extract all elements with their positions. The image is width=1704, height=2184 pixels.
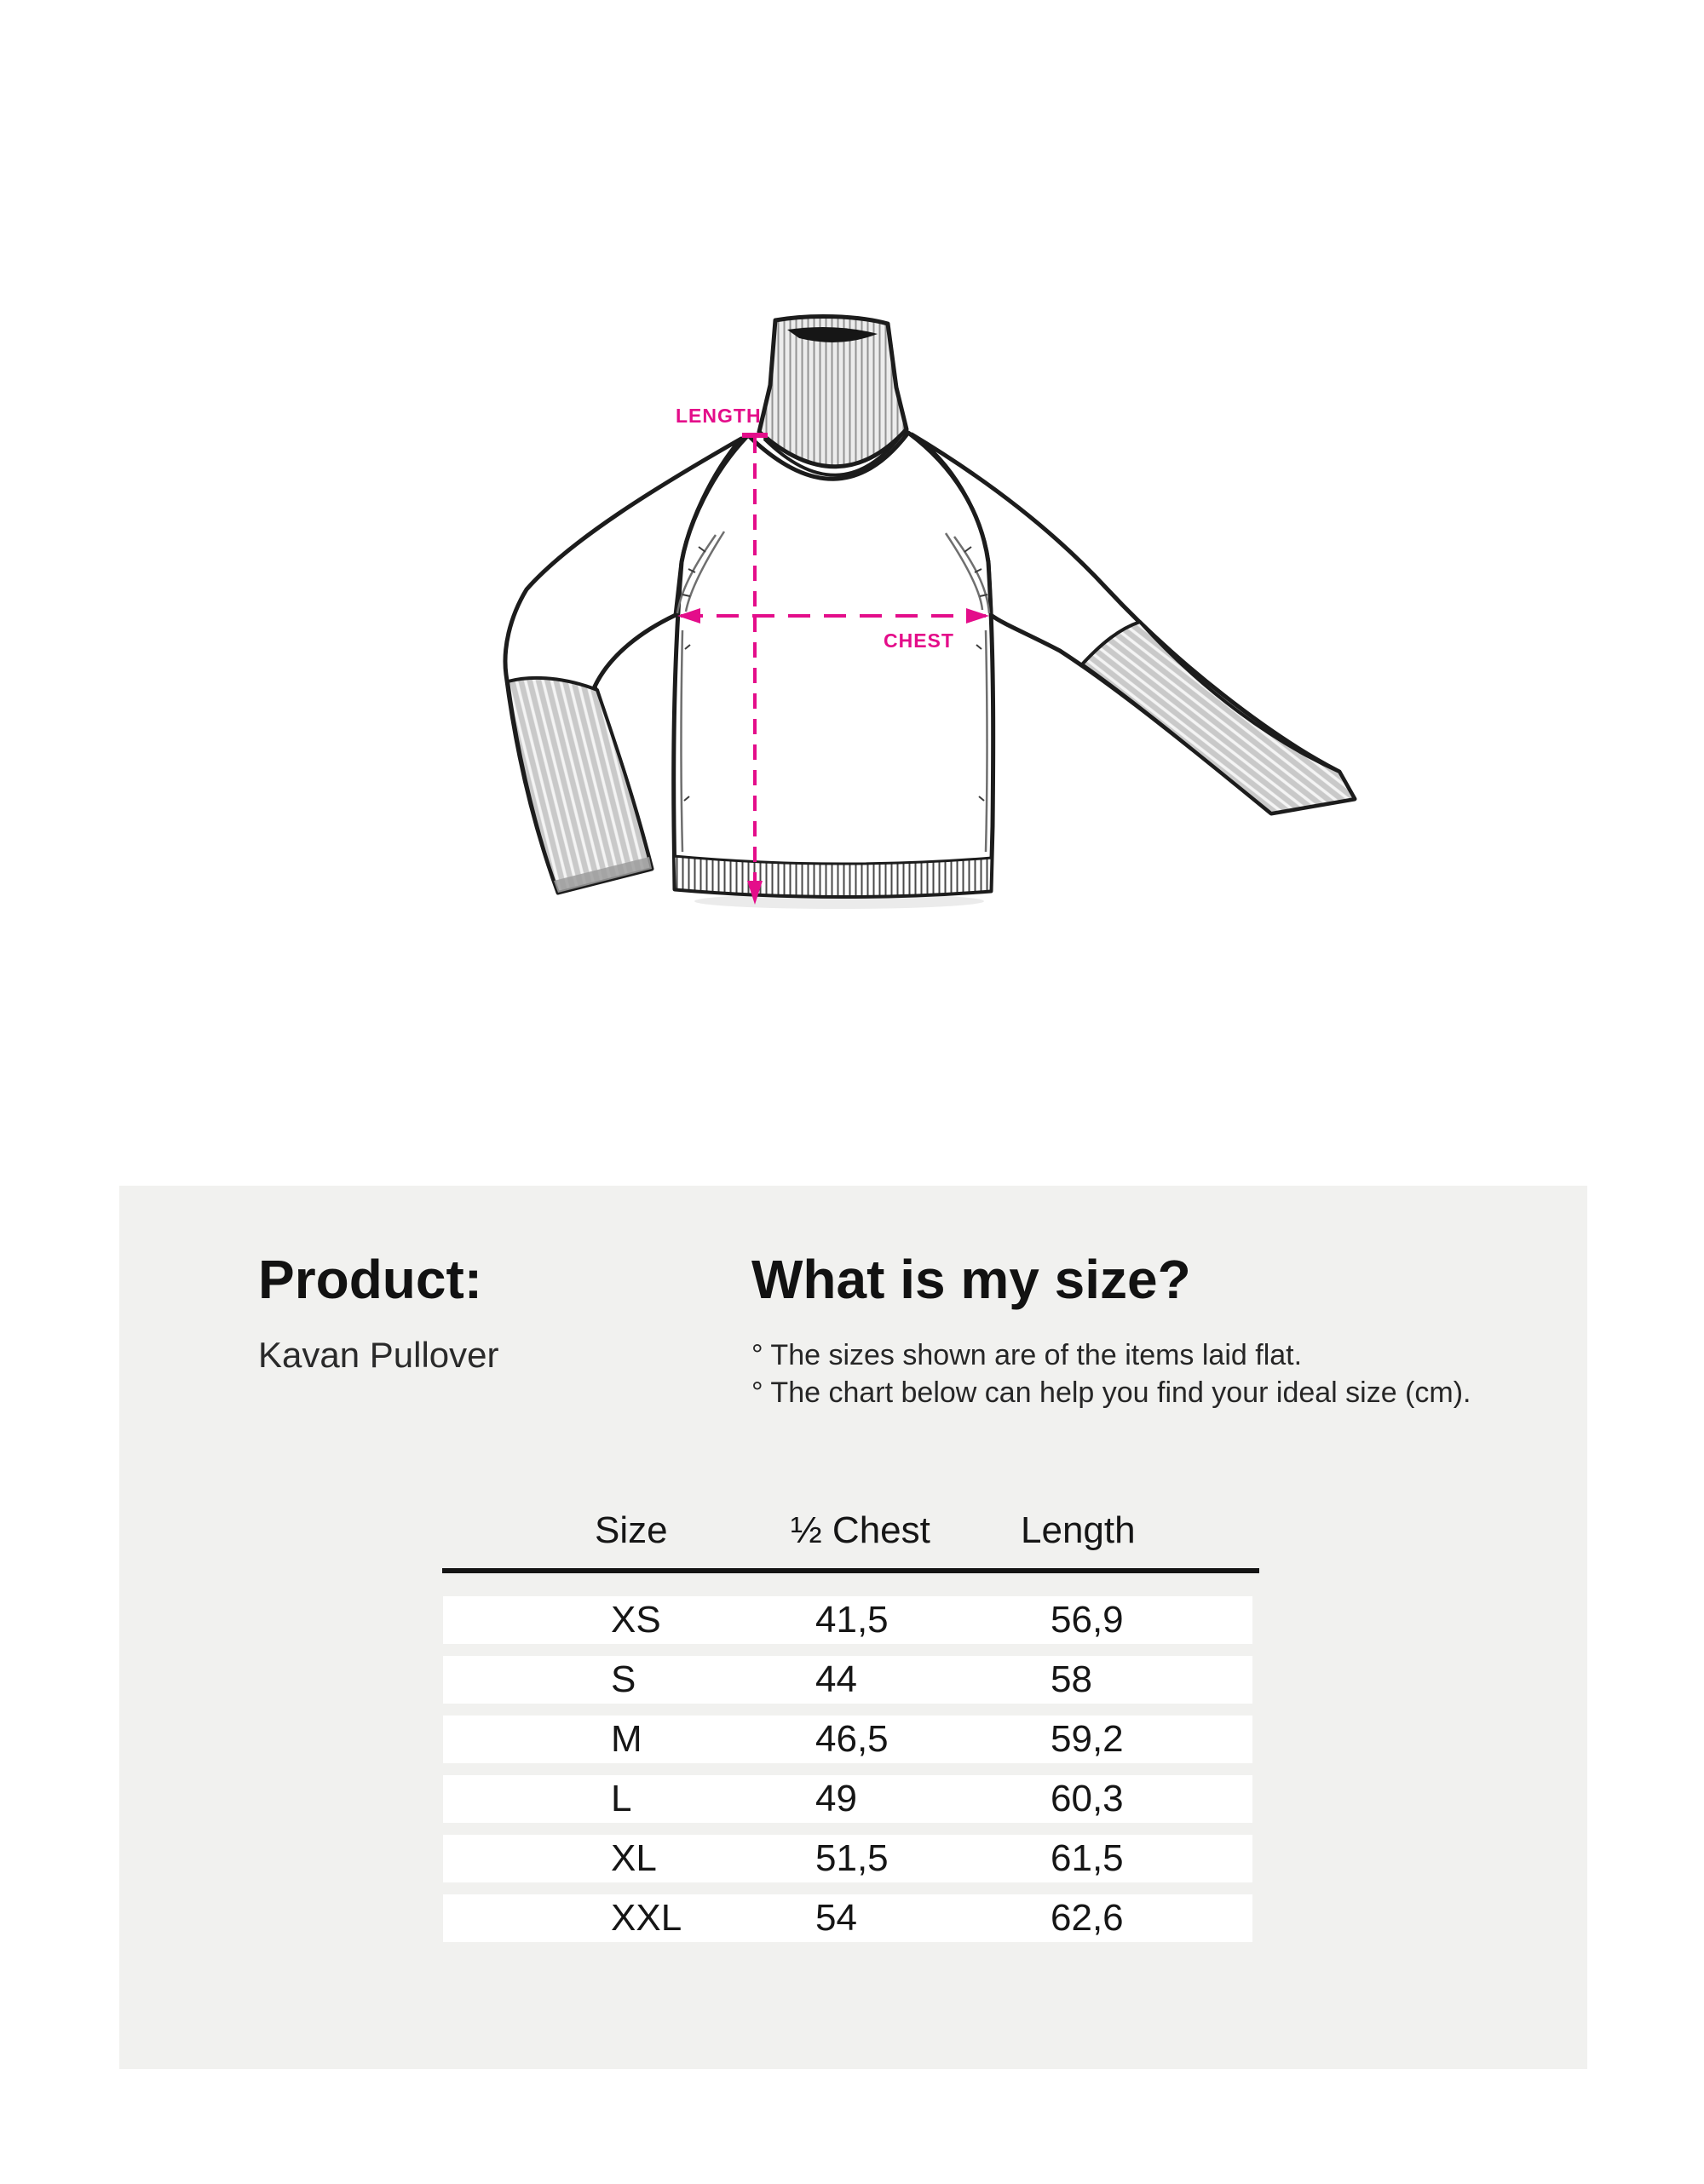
- length-cell: 56,9: [1051, 1599, 1124, 1641]
- sweater-illustration: [460, 307, 1397, 954]
- product-heading: Product:: [258, 1249, 483, 1310]
- header-half-chest: ½ Chest: [791, 1509, 930, 1551]
- length-cell: 60,3: [1051, 1778, 1124, 1819]
- size-table-rows: [443, 1596, 1252, 1954]
- half-chest-cell: 46,5: [815, 1718, 889, 1760]
- chest-label: CHEST: [884, 629, 954, 652]
- length-cell: 62,6: [1051, 1897, 1124, 1939]
- size-notes: [751, 1336, 1471, 1411]
- size-question-heading: What is my size?: [751, 1249, 1191, 1310]
- size-note-flat: ° The sizes shown are of the items laid flat.: [751, 1339, 1303, 1371]
- length-label: LENGTH: [676, 405, 762, 427]
- table-row: [443, 1596, 1252, 1644]
- table-row: [443, 1656, 1252, 1704]
- size-note-chart: ° The chart below can help you find your ideal size (cm).: [751, 1376, 1471, 1409]
- header-length: Length: [1021, 1509, 1136, 1551]
- length-cell: 58: [1051, 1658, 1092, 1700]
- size-cell: XL: [611, 1837, 657, 1879]
- table-header-rule: [442, 1568, 1259, 1573]
- size-cell: XXL: [611, 1897, 682, 1939]
- table-row: [443, 1894, 1252, 1942]
- half-chest-cell: 49: [815, 1778, 857, 1819]
- turtleneck-collar: [759, 316, 907, 474]
- half-chest-cell: 54: [815, 1897, 857, 1939]
- half-chest-cell: 41,5: [815, 1599, 889, 1641]
- size-cell: L: [611, 1778, 632, 1819]
- table-row: [443, 1835, 1252, 1882]
- half-chest-cell: 44: [815, 1658, 857, 1700]
- size-cell: M: [611, 1718, 642, 1760]
- size-cell: XS: [611, 1599, 661, 1641]
- product-name: Kavan Pullover: [258, 1335, 499, 1375]
- length-cell: 61,5: [1051, 1837, 1124, 1879]
- half-chest-cell: 51,5: [815, 1837, 889, 1879]
- length-cell: 59,2: [1051, 1718, 1124, 1760]
- table-row: [443, 1716, 1252, 1763]
- sweater-body: [674, 433, 993, 897]
- header-size: Size: [595, 1509, 668, 1551]
- size-cell: S: [611, 1658, 636, 1700]
- table-row: [443, 1775, 1252, 1823]
- left-cuff-ribbing: [508, 678, 652, 893]
- right-cuff-ribbing: [1082, 622, 1355, 813]
